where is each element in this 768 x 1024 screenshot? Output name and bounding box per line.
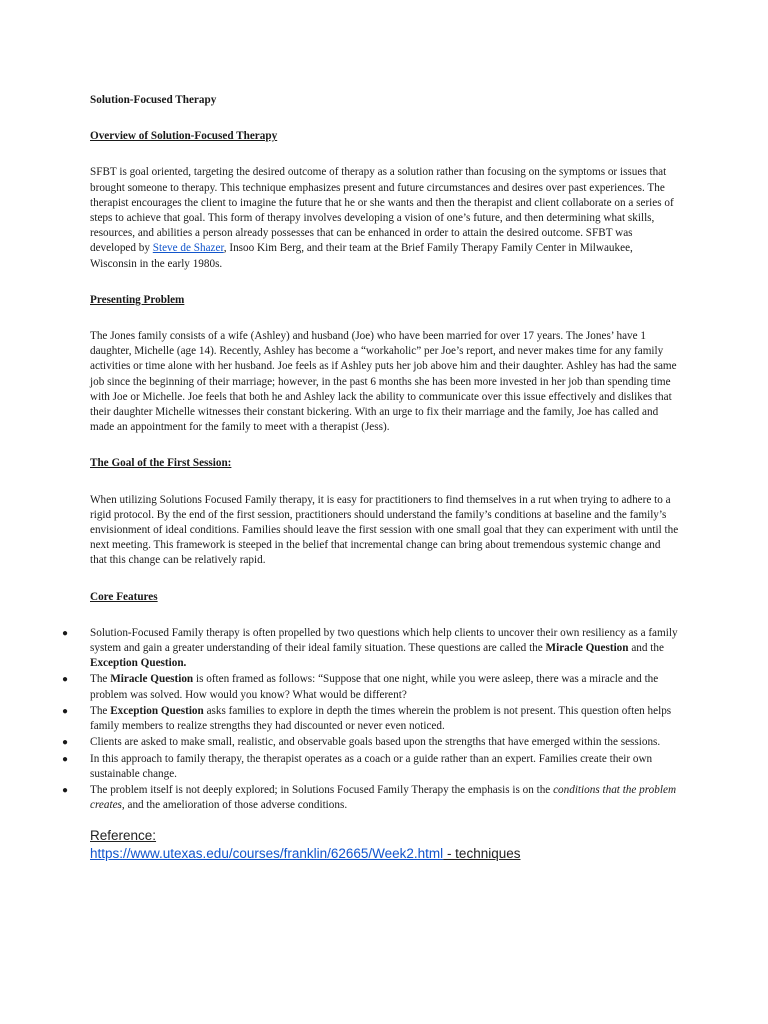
document-title: Solution-Focused Therapy	[90, 94, 217, 106]
document-content	[62, 93, 680, 863]
bullet-icon: ●	[62, 705, 69, 717]
reference-line	[90, 845, 680, 863]
list-item: ● Clients are asked to make small, realistic, and observable goals based upon the strengths that have emerged within the sessions.	[90, 735, 680, 750]
bullet-icon: ●	[62, 737, 69, 749]
reference-label: Reference:	[90, 828, 157, 844]
bullet-icon: ●	[62, 627, 69, 639]
overview-text-2: , Insoo Kim Berg, and their team at the Brief Family Therapy Family Center in Milwaukee, Wisconsin in the early 1980s.	[90, 242, 633, 270]
core-features-list	[62, 626, 680, 813]
list-item: ● The Miracle Question is often framed as follows: “Suppose that one night, while you were asleep, there was a miracle and the problem was solved. How would you know? What would be different?	[62, 673, 659, 701]
core-features-heading: Core Features	[90, 590, 158, 603]
overview-paragraph	[90, 165, 680, 271]
list-item: ● The Exception Question asks families to explore in depth the times wherein the problem is not present. This question often helps family members to realize strengths they had discounted or never even noticed.	[62, 704, 672, 733]
list-item: ● The problem itself is not deeply explored; in Solutions Focused Family Therapy the emphasis is on the conditions that the problem creates, and the amelioration of those adverse conditions.	[62, 783, 677, 812]
overview-heading: Overview of Solution-Focused Therapy	[90, 130, 278, 143]
bullet-icon: ●	[62, 753, 69, 765]
goal-heading: The Goal of the First Session:	[90, 457, 232, 470]
reference-section	[90, 827, 680, 863]
bullet-icon: ●	[62, 674, 69, 686]
presenting-problem-paragraph: The Jones family consists of a wife (Ashley) and husband (Joe) who have been married for over 17 years. The Jones’ have 1 daughter, Michelle (age 14). Recently, Ashley has become a “workaholic” per Joe’s report, and never makes time for any family activities or time alone with her husband. Joe feels as if Ashley puts her job above him and their daughter. Ashley has had the same job since the beginning of their marriage; however, in the past 6 months she has been more invested in her job than spending time with Joe or Michelle. Joe feels that both he and Ashley lack the ability to communicate over this issue effectively and dislikes that their daughter Michelle witnesses their constant bickering. With an urge to fix their marriage and the family, Joe has called and made an appointment for the family to meet with a therapist (Jess).	[90, 330, 677, 434]
reference-suffix: - techniques	[443, 846, 521, 862]
presenting-problem-heading: Presenting Problem	[90, 293, 185, 306]
reference-link[interactable]: https://www.utexas.edu/courses/franklin/62665/Week2.html	[90, 846, 444, 862]
overview-text-1: SFBT is goal oriented, targeting the desired outcome of therapy as a solution rather than focusing on the symptoms or issues that brought someone to therapy. This technique emphasizes present and future circumstances and desires over past experiences. The therapist encourages the client to imagine the future that he or she wants and then the therapist and client collaborate on a series of steps to achieve that goal. This form of therapy involves developing a vision of one’s future, and then determining what skills, resources, and abilities a person already possesses that can be enhanced in order to attain the desired outcome. SFBT was developed by	[90, 166, 674, 255]
steve-de-shazer-link[interactable]: Steve de Shazer	[152, 242, 224, 255]
goal-paragraph: When utilizing Solutions Focused Family therapy, it is easy for practitioners to find themselves in a rut when trying to adhere to a rigid protocol. By the end of the first session, practitioners should understand the family’s conditions at baseline and the family’s envisionment of ideal conditions. Families should leave the first session with one small goal that they can experiment with until the next meeting. This framework is steeped in the belief that incremental change can bring about tremendous systemic change and that this change can be relatively rapid.	[90, 493, 679, 567]
list-item: ● Solution-Focused Family therapy is often propelled by two questions which help clients to uncover their own resiliency as a family system and gain a greater understanding of their ideal family situation. These questions are called the Miracle Question and the Exception Question.	[62, 626, 678, 670]
list-item: ● In this approach to family therapy, the therapist operates as a coach or a guide rather than an expert. Families create their own sustainable change.	[62, 752, 653, 780]
bullet-icon: ●	[62, 784, 69, 796]
